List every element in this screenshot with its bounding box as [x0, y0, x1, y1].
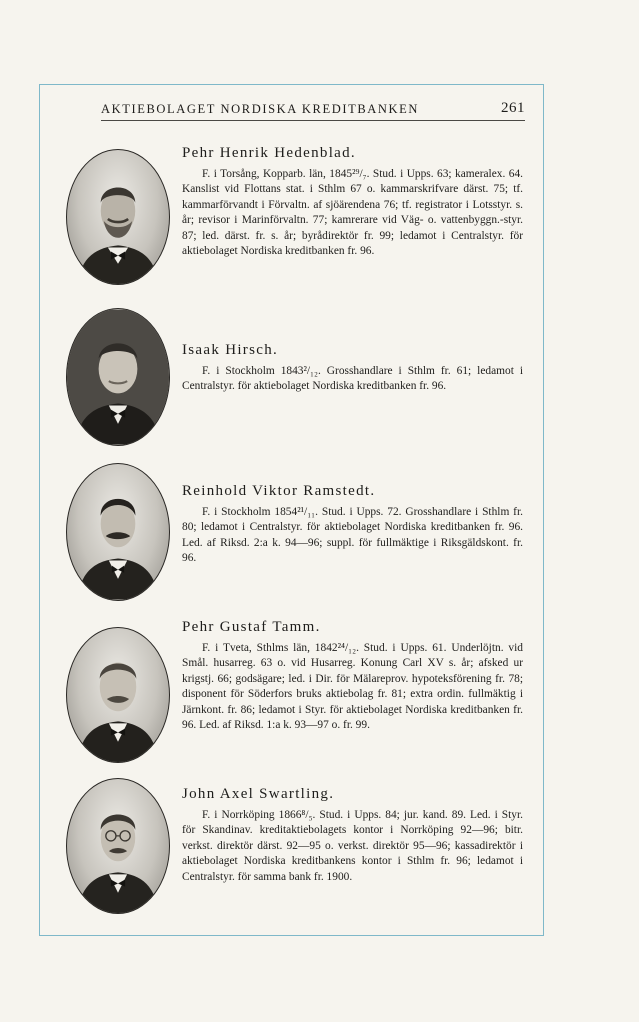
biography-text: F. i Stockholm 1854²¹/₁₁. Stud. i Upps. 72. Grosshandlare i Sthlm fr. 80; ledamot i Centralstyr. för aktiebolaget Nordiska kreditbanken fr. 96. Led. af Riksd. 2:a k. 94—96; suppl. för fullmäktige i Riksgäldskont. fr. 96. — [182, 506, 523, 565]
portrait-tamm — [66, 627, 170, 763]
portrait-image — [67, 150, 169, 284]
portrait-image — [67, 309, 169, 445]
person-name: Pehr Gustaf Tamm. — [182, 619, 321, 635]
biography-text: F. i Torsång, Kopparb. län, 1845²⁹/₇. Stud. i Upps. 63; kameralex. 64. Kanslist vid Flottans stat. i Sthlm 67 o. kammarskrifvare därst. 75; tf. kammarförvandt i Förvaltn. af sjöärendena 76; tf. registrator i Lotsstyr. s. år; revisor i Marinförvaltn. 77; kamrerare vid Väg- o. vattenbyggn.-styr. 87; led. därst. fr. s. år; byrådirektör fr. 99; ledamot i Centralstyr. för aktiebolaget Nordiska kreditbanken fr. 96. — [182, 168, 523, 258]
biography-text-block — [182, 342, 523, 395]
portrait-hirsch — [66, 308, 170, 446]
biography-text: F. i Stockholm 1843²/₁₂. Grosshandlare i Sthlm fr. 61; ledamot i Centralstyr. för aktiebolaget Nordiska kreditbanken fr. 96. — [182, 365, 523, 393]
portrait-image — [67, 628, 169, 762]
portrait-ramstedt — [66, 463, 170, 601]
running-title: AKTIEBOLAGET NORDISKA KREDITBANKEN — [101, 102, 420, 116]
biography-text-block — [182, 786, 523, 885]
biography-text: F. i Norrköping 1866⁸/₅. Stud. i Upps. 84; jur. kand. 89. Led. i Styr. för Skandinav. kreditaktiebolagets kontor i Norrköping 92—96; bitr. verkst. direktör därst. 92—95 o. verkst. direktör 95—96; kassadirektör i aktiebolaget Nordiska kreditbankens kontor i Sthlm fr. 96; ledamot i Centralstyr. för samma bank fr. 1900. — [182, 809, 523, 883]
person-name: Isaak Hirsch. — [182, 342, 279, 358]
biography-text-block — [182, 619, 523, 733]
page-number: 261 — [501, 100, 525, 116]
biography-text: F. i Tveta, Sthlms län, 1842²⁴/₁₂. Stud. i Upps. 61. Underlöjtn. vid Smål. husarreg. 63 o. vid Husarreg. Konung Carl XV s. år; afsked ur krigstj. 66; godsägare; led. i Dir. för Mälareprov. hypoteksförening fr. 78; disponent för Söderfors bruks aktiebolag fr. 81; extra ordin. fullmäktig i Järnkont. fr. 86; ledamot i Styr. för aktiebolaget Nordiska kreditbanken fr. 96. Led. af Riksd. 1:a k. 93—97 o. fr. 99. — [182, 642, 523, 732]
biography-text-block — [182, 483, 523, 567]
person-name: Reinhold Viktor Ramstedt. — [182, 483, 376, 499]
portrait-image — [67, 464, 169, 600]
page-header — [101, 100, 525, 121]
person-name: Pehr Henrik Hedenblad. — [182, 145, 356, 161]
person-name: John Axel Swartling. — [182, 786, 335, 802]
biography-text-block — [182, 145, 523, 259]
portrait-hedenblad — [66, 149, 170, 285]
portrait-swartling — [66, 778, 170, 914]
portrait-image — [67, 779, 169, 913]
